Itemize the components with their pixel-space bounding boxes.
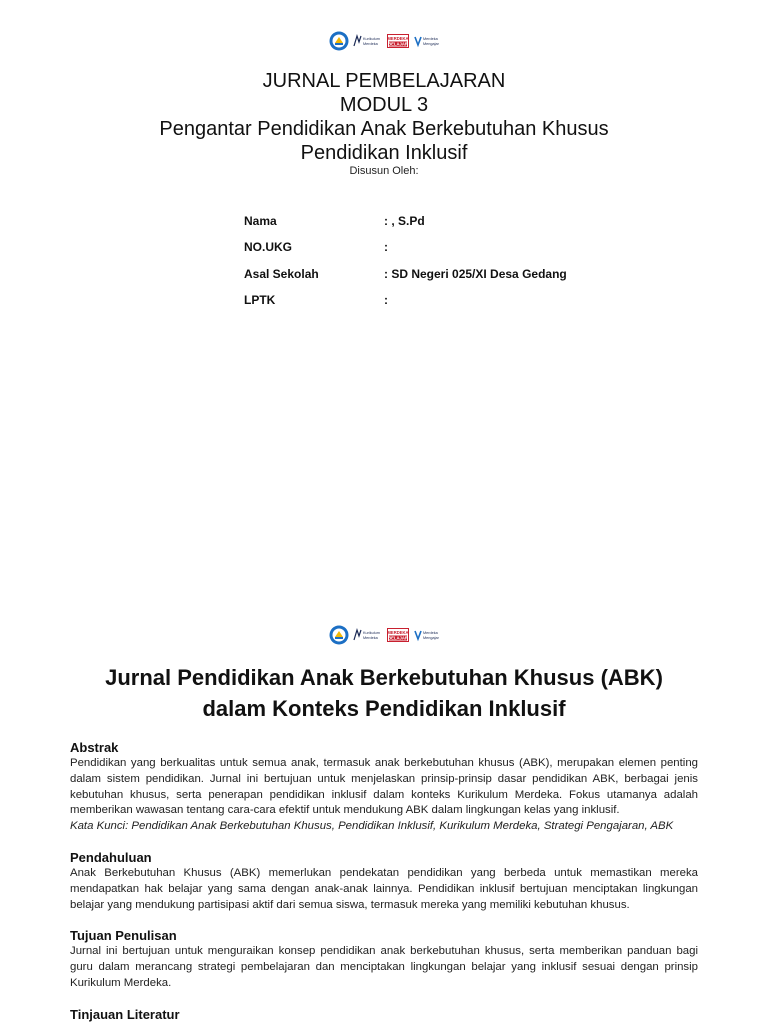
journal-title-line: Jurnal Pendidikan Anak Berkebutuhan Khusus (ABK) xyxy=(105,665,663,690)
section-heading: Abstrak xyxy=(70,740,119,755)
svg-text:Kurikulum: Kurikulum xyxy=(363,37,380,41)
section-heading: Tinjauan Literatur xyxy=(70,1006,180,1022)
kurikulum-merdeka-logo xyxy=(353,34,383,48)
kemdikbud-emblem-icon xyxy=(329,625,349,645)
section-paragraph: Pendidikan yang berkualitas untuk semua anak, termasuk anak berkebutuhan khusus (ABK), merupakan elemen penting dalam sistem pendidikan. Jurnal ini bertujuan untuk menjelaskan prinsip-prinsip dasar pendidikan ABK, berbagai jenis kebutuhan khusus, serta penerapan pendidikan inklusif dalam konteks Kurikulum Merdeka. Fokus utamanya adalah memberikan wawasan tentang cara-cara efektif untuk mendukung ABK dalam lingkungan kelas yang inklusif. xyxy=(70,757,698,817)
svg-text:Mengajar: Mengajar xyxy=(423,42,439,46)
svg-text:Merdeka: Merdeka xyxy=(363,42,378,46)
merdeka-mengajar-logo xyxy=(413,34,439,48)
cover-title-line: JURNAL PEMBELAJARAN xyxy=(262,70,506,92)
svg-text:MERDEKA: MERDEKA xyxy=(387,630,409,635)
section-paragraph: Jurnal ini bertujuan untuk menguraikan konsep pendidikan anak berkebutuhan khusus, serta memberikan panduan bagi guru dalam merancang strategi pembelajaran dan menciptakan lingkungan belajar yang inklusif sesuai dengan prinsip Kurikulum Merdeka. xyxy=(70,945,698,989)
journal-title-line: dalam Konteks Pendidikan Inklusif xyxy=(202,696,566,721)
journal-body xyxy=(70,739,698,1024)
cover-module-line: MODUL 3 xyxy=(339,94,429,116)
info-label: Nama xyxy=(244,214,277,229)
logo-strip-top xyxy=(0,30,768,52)
cover-title-block xyxy=(0,69,768,177)
section-pendahuluan xyxy=(70,849,698,913)
info-value: : , S.Pd xyxy=(384,214,425,229)
info-value: : xyxy=(384,293,388,308)
svg-text:BELAJAR: BELAJAR xyxy=(388,41,408,47)
merdeka-belajar-logo xyxy=(387,628,409,642)
svg-text:Kurikulum: Kurikulum xyxy=(363,631,380,635)
info-row-noukg xyxy=(244,234,567,260)
cover-byline: Disusun Oleh: xyxy=(349,165,419,177)
section-paragraph: Anak Berkebutuhan Khusus (ABK) memerlukan pendekatan pendidikan yang berbeda untuk memastikan mereka mendapatkan hak belajar yang sama dengan anak-anak lainnya. Pendidikan inklusif bertujuan menciptakan lingkungan belajar yang mendukung partisipasi aktif dari semua siswa, termasuk mereka yang memiliki kebutuhan khusus. xyxy=(70,866,698,911)
info-label: NO.UKG xyxy=(244,240,292,255)
svg-text:BELAJAR: BELAJAR xyxy=(388,635,408,641)
info-row-nama xyxy=(244,208,567,234)
section-tinjauan-literatur xyxy=(70,1006,698,1023)
svg-text:MERDEKA: MERDEKA xyxy=(387,36,409,41)
svg-text:Mengajar: Mengajar xyxy=(423,636,439,640)
cover-topic-line: Pendidikan Inklusif xyxy=(300,142,468,164)
cover-subject-line: Pengantar Pendidikan Anak Berkebutuhan Khusus xyxy=(159,118,609,140)
section-heading: Tujuan Penulisan xyxy=(70,928,177,944)
logo-strip-mid xyxy=(0,624,768,646)
merdeka-mengajar-logo xyxy=(413,628,439,642)
info-label: LPTK xyxy=(244,293,276,308)
author-info-table xyxy=(244,208,567,313)
info-value: : xyxy=(384,240,388,255)
journal-title xyxy=(0,662,768,724)
keywords-line: Kata Kunci: Pendidikan Anak Berkebutuhan Khusus, Pendidikan Inklusif, Kurikulum Merdeka, Strategi Pengajaran, ABK xyxy=(70,820,674,833)
info-value: : SD Negeri 025/XI Desa Gedang xyxy=(384,266,567,281)
kurikulum-merdeka-logo xyxy=(353,628,383,642)
svg-text:Merdeka: Merdeka xyxy=(363,636,378,640)
info-row-lptk xyxy=(244,287,567,313)
section-abstrak xyxy=(70,739,698,835)
info-label: Asal Sekolah xyxy=(244,266,319,281)
svg-text:Merdeka: Merdeka xyxy=(423,631,438,635)
section-heading: Pendahuluan xyxy=(70,849,152,865)
section-tujuan-penulisan xyxy=(70,927,698,991)
info-row-asal-sekolah xyxy=(244,261,567,287)
svg-text:Merdeka: Merdeka xyxy=(423,37,438,41)
merdeka-belajar-logo xyxy=(387,34,409,48)
kemdikbud-emblem-icon xyxy=(329,31,349,51)
